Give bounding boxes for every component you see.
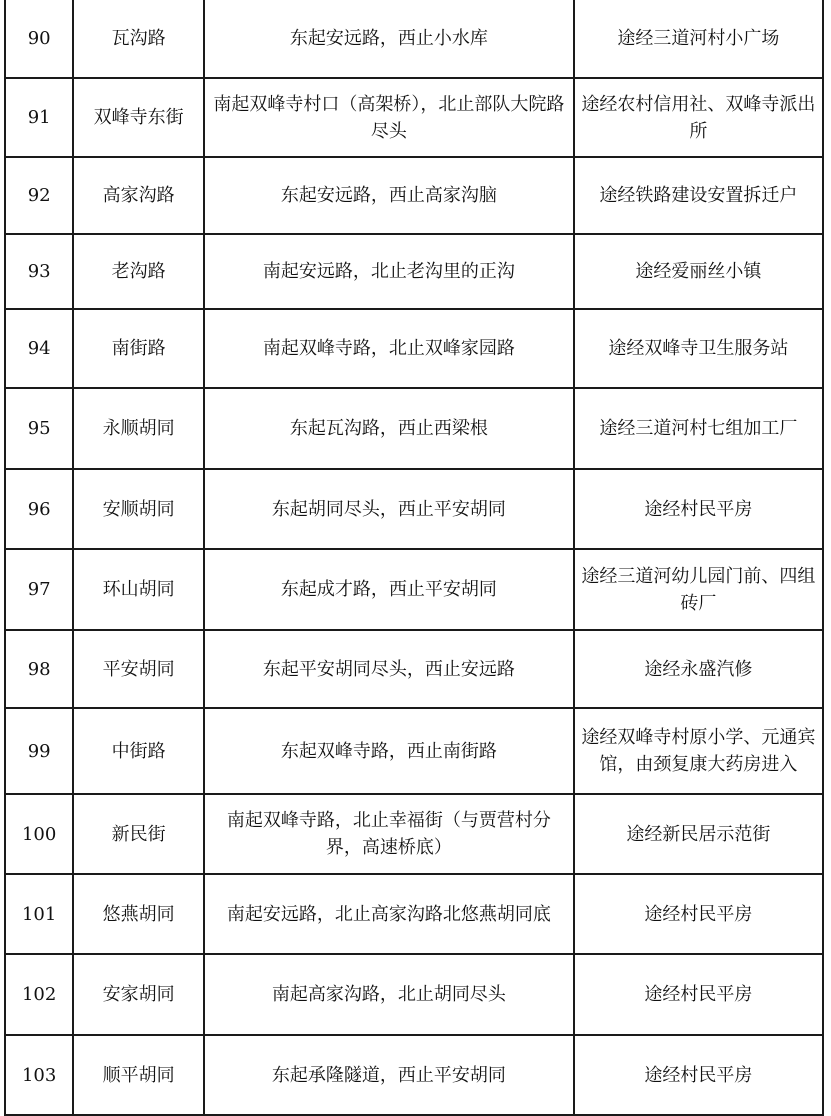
street-via: 途经新民居示范街 bbox=[574, 794, 823, 874]
street-name: 平安胡同 bbox=[73, 630, 204, 708]
row-number: 98 bbox=[5, 630, 73, 708]
row-number: 97 bbox=[5, 549, 73, 630]
street-range: 东起平安胡同尽头，西止安远路 bbox=[204, 630, 574, 708]
street-via: 途经爱丽丝小镇 bbox=[574, 234, 823, 309]
street-range: 东起承隆隧道，西止平安胡同 bbox=[204, 1035, 574, 1115]
table-row bbox=[5, 309, 823, 388]
street-via: 途经村民平房 bbox=[574, 874, 823, 954]
street-name: 中街路 bbox=[73, 708, 204, 794]
table-row bbox=[5, 874, 823, 954]
street-name: 永顺胡同 bbox=[73, 388, 204, 469]
row-number: 95 bbox=[5, 388, 73, 469]
table-row bbox=[5, 78, 823, 157]
table-row bbox=[5, 234, 823, 309]
street-via: 途经双峰寺村原小学、元通宾馆，由颈复康大药房进入 bbox=[574, 708, 823, 794]
street-via: 途经农村信用社、双峰寺派出所 bbox=[574, 78, 823, 157]
street-via: 途经村民平房 bbox=[574, 1035, 823, 1115]
street-name: 环山胡同 bbox=[73, 549, 204, 630]
street-via: 途经村民平房 bbox=[574, 469, 823, 549]
row-number: 103 bbox=[5, 1035, 73, 1115]
table-row bbox=[5, 708, 823, 794]
street-via: 途经双峰寺卫生服务站 bbox=[574, 309, 823, 388]
street-range: 东起双峰寺路，西止南街路 bbox=[204, 708, 574, 794]
table-row bbox=[5, 1035, 823, 1115]
row-number: 102 bbox=[5, 954, 73, 1035]
table-row bbox=[5, 0, 823, 78]
street-via: 途经铁路建设安置拆迁户 bbox=[574, 157, 823, 234]
row-number: 91 bbox=[5, 78, 73, 157]
table-row bbox=[5, 469, 823, 549]
street-name: 顺平胡同 bbox=[73, 1035, 204, 1115]
row-number: 99 bbox=[5, 708, 73, 794]
street-range: 南起安远路，北止老沟里的正沟 bbox=[204, 234, 574, 309]
street-range: 东起胡同尽头，西止平安胡同 bbox=[204, 469, 574, 549]
street-range: 南起双峰寺路，北止双峰家园路 bbox=[204, 309, 574, 388]
street-name: 南街路 bbox=[73, 309, 204, 388]
table-row bbox=[5, 549, 823, 630]
row-number: 100 bbox=[5, 794, 73, 874]
table-row bbox=[5, 630, 823, 708]
table-row bbox=[5, 954, 823, 1035]
street-range: 东起安远路，西止高家沟脑 bbox=[204, 157, 574, 234]
street-name: 安家胡同 bbox=[73, 954, 204, 1035]
street-range: 东起安远路，西止小水库 bbox=[204, 0, 574, 78]
street-name: 老沟路 bbox=[73, 234, 204, 309]
row-number: 96 bbox=[5, 469, 73, 549]
street-range: 南起高家沟路，北止胡同尽头 bbox=[204, 954, 574, 1035]
table-row bbox=[5, 157, 823, 234]
row-number: 101 bbox=[5, 874, 73, 954]
street-via: 途经三道河幼儿园门前、四组砖厂 bbox=[574, 549, 823, 630]
row-number: 93 bbox=[5, 234, 73, 309]
street-via: 途经村民平房 bbox=[574, 954, 823, 1035]
street-name: 悠燕胡同 bbox=[73, 874, 204, 954]
table-row bbox=[5, 794, 823, 874]
street-range: 东起瓦沟路，西止西梁根 bbox=[204, 388, 574, 469]
street-range: 南起安远路，北止高家沟路北悠燕胡同底 bbox=[204, 874, 574, 954]
street-range: 南起双峰寺村口（高架桥），北止部队大院路尽头 bbox=[204, 78, 574, 157]
street-range: 东起成才路，西止平安胡同 bbox=[204, 549, 574, 630]
street-via: 途经三道河村七组加工厂 bbox=[574, 388, 823, 469]
table-row bbox=[5, 388, 823, 469]
row-number: 92 bbox=[5, 157, 73, 234]
street-names-table bbox=[4, 0, 824, 1116]
street-via: 途经永盛汽修 bbox=[574, 630, 823, 708]
street-name: 双峰寺东街 bbox=[73, 78, 204, 157]
street-name: 高家沟路 bbox=[73, 157, 204, 234]
street-name: 新民街 bbox=[73, 794, 204, 874]
row-number: 94 bbox=[5, 309, 73, 388]
street-via: 途经三道河村小广场 bbox=[574, 0, 823, 78]
street-name: 瓦沟路 bbox=[73, 0, 204, 78]
street-name: 安顺胡同 bbox=[73, 469, 204, 549]
street-range: 南起双峰寺路，北止幸福街（与贾营村分界，高速桥底） bbox=[204, 794, 574, 874]
row-number: 90 bbox=[5, 0, 73, 78]
